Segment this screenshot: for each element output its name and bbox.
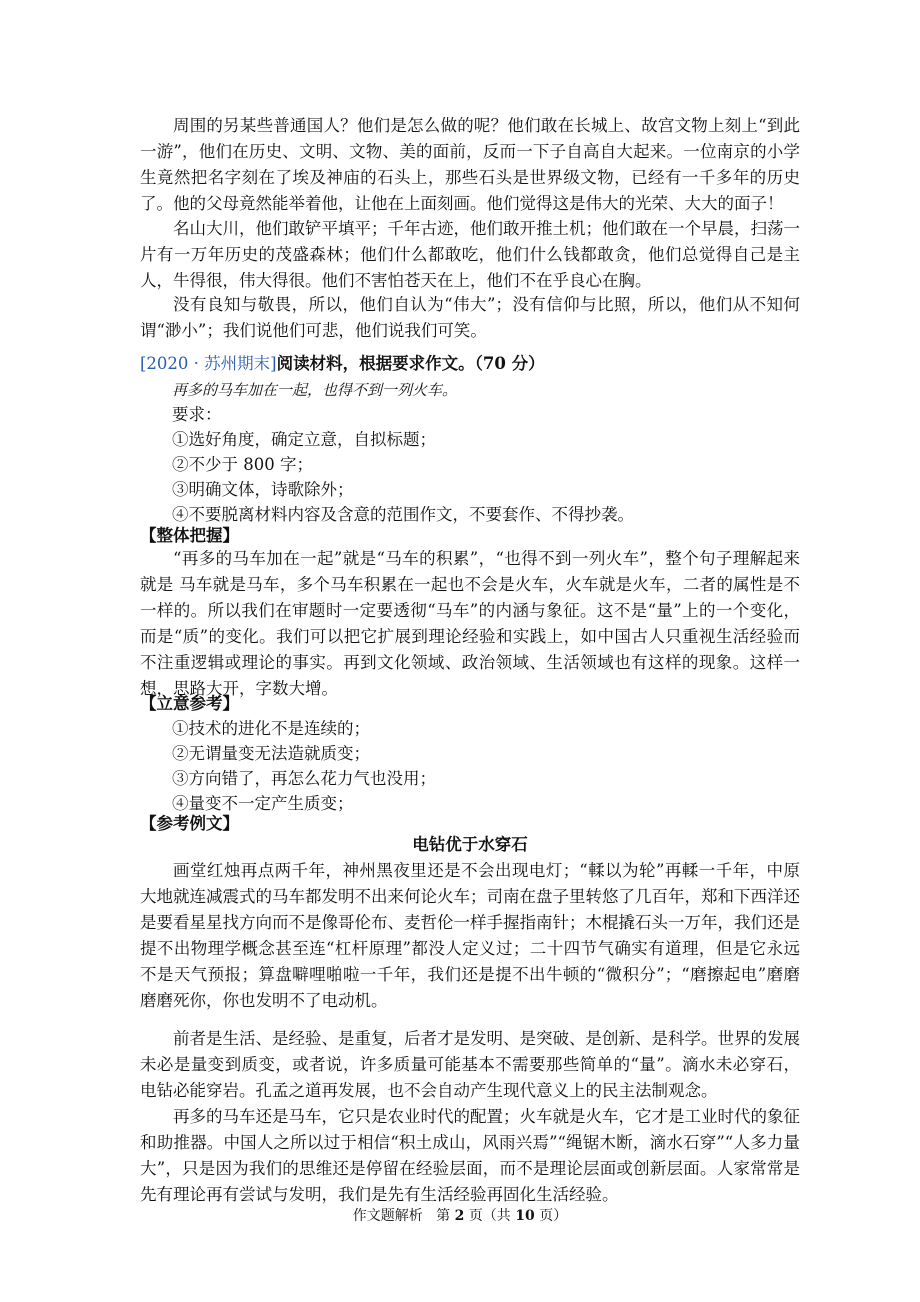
idea-item: ④量变不一定产生质变；	[172, 794, 354, 813]
footer-label: 作文题解析	[352, 1208, 423, 1224]
task-source: [2020 · 苏州期末]	[140, 354, 277, 373]
idea-item: ②无谓量变无法造就质变；	[172, 744, 370, 763]
essay-paragraph-1: 画堂红烛再点两千年，神州黑夜里还是不会出现电灯；“輮以为轮”再輮一千年，中原大地就连减震式的马车都发明不出来何论火车；司南在盘子里转悠了几百年，郑和下西洋还是要看星星找方向而不是像哥伦布、麦哲伦一样手握指南针；木棍撬石头一万年，我们还是提不出物理学概念甚至连“杠杆原理”都没人定义过；二十四节气确实有道理，但是它永远不是天气预报；算盘噼哩啪啦一千年，我们还是提不出牛顿的“微积分”；“磨擦起电”磨磨磨磨死你，你也发明不了电动机。	[140, 861, 800, 1010]
sample-heading: 【参考例文】	[140, 814, 239, 833]
footer-page-prefix: 第	[436, 1208, 451, 1224]
footer-total-pages: 10	[515, 1208, 535, 1224]
ideas-heading: 【立意参考】	[140, 694, 239, 713]
requirement-item: ②不少于 800 字；	[172, 455, 313, 474]
footer-page-number: 2	[454, 1208, 465, 1224]
idea-item: ①技术的进化不是连续的；	[172, 719, 370, 738]
idea-item: ③方向错了，再怎么花力气也没用；	[172, 769, 436, 788]
overall-heading: 【整体把握】	[140, 526, 239, 545]
requirement-item: ①选好角度，确定立意，自拟标题；	[172, 430, 436, 449]
task-material: 再多的马车加在一起，也得不到一列火车。	[172, 381, 458, 399]
overall-text: “再多的马车加在一起”就是“马车的积累”，“也得不到一列火车”，整个句子理解起来就是 马车就是马车，多个马车积累在一起也不会是火车，火车就是火车，二者的属性是不一样的。所以我们在审题时一定要透彻“马车”的内涵与象征。这不是“量”上的一个变化，而是“质”的变化。我们可以把它扩展到理论经验和实践上，如中国古人只重视生活经验而不注重逻辑或理论的事实。再到文化领域、政治领域、生活领域也有这样的现象。这样一想，思路大开，字数大增。	[140, 549, 800, 698]
intro-paragraph-2: 名山大川，他们敢铲平填平；千年古迹，他们敢开推土机；他们敢在一个早晨，扫荡一片有一万年历史的茂盛森林；他们什么都敢吃，他们什么钱都敢贪，他们总觉得自己是主人，牛得很，伟大得很。他们不害怕苍天在上，他们不在乎良心在胸。	[140, 219, 800, 290]
task-heading	[140, 352, 800, 376]
intro-paragraph-3: 没有良知与敬畏，所以，他们自认为“伟大”；没有信仰与比照，所以，他们从不知何谓“渺小”；我们说他们可悲，他们说我们可笑。	[140, 295, 800, 340]
footer-page-mid: 页（共	[468, 1208, 511, 1224]
requirement-item: ④不要脱离材料内容及含意的范围作文，不要套作、不得抄袭。	[172, 505, 634, 524]
essay-paragraph-3: 再多的马车还是马车，它只是农业时代的配置；火车就是火车，它才是工业时代的象征和助推器。中国人之所以过于相信“积土成山，风雨兴焉”“绳锯木断，滴水石穿”“人多力量大”，只是因为我们的思维还是停留在经验层面，而不是理论层面或创新层面。人家常常是先有理论再有尝试与发明，我们是先有生活经验再固化生活经验。	[140, 1107, 800, 1204]
page-footer	[0, 1206, 920, 1226]
footer-page-suffix: 页）	[539, 1208, 568, 1224]
requirements-label: 要求：	[172, 405, 222, 424]
requirement-item: ③明确文体，诗歌除外；	[172, 480, 354, 499]
task-instruction: 阅读材料，根据要求作文。（70 分）	[276, 354, 545, 373]
essay-title: 电钻优于水穿石	[412, 835, 528, 854]
essay-paragraph-2: 前者是生活、是经验、是重复，后者才是发明、是突破、是创新、是科学。世界的发展未必是量变到质变，或者说，许多质量可能基本不需要那些简单的“量”。滴水未必穿石，电钻必能穿岩。孔孟之道再发展，也不会自动产生现代意义上的民主法制观念。	[140, 1029, 800, 1100]
intro-paragraph-1: 周围的另某些普通国人？他们是怎么做的呢？他们敢在长城上、故宫文物上刻上“到此一游”，他们在历史、文明、文物、美的面前，反而一下子自高自大起来。一位南京的小学生竟然把名字刻在了埃及神庙的石头上，那些石头是世界级文物，已经有一千多年的历史了。他的父母竟然能举着他，让他在上面刻画。他们觉得这是伟大的光荣、大大的面子！	[140, 116, 800, 213]
